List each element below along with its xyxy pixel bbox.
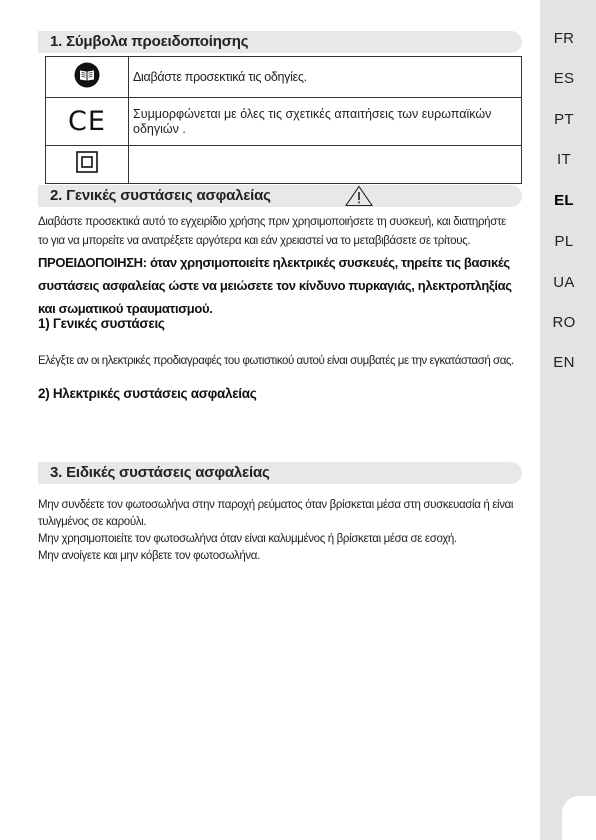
lang-tab-pl[interactable]: PL [554,233,574,250]
section-title-specific-safety: 3. Ειδικές συστάσεις ασφαλείας [50,464,270,481]
specific-line-1: Μην συνδέετε τον φωτοσωλήνα στην παροχή ρεύματος όταν βρίσκεται μέσα στη συσκευασία ή είναι [38,499,514,511]
symbols-table [45,56,522,184]
warning-triangle-icon [344,185,374,207]
ce-mark-icon: CE [68,106,106,137]
symbols-row-read-instructions [46,57,522,98]
section-title-warning-symbols: 1. Σύμβολα προειδοποίησης [50,33,249,50]
symbol-cell [46,57,129,98]
read-manual-icon [74,62,100,88]
symbol-description [129,146,522,184]
section-title-general-safety: 2. Γενικές συστάσεις ασφαλείας [50,187,271,204]
subsection-title-general: 1) Γενικές συστάσεις [38,316,165,331]
specific-line-2: τυλιγμένος σε καρούλι. [38,516,147,528]
symbols-row-class-ii [46,146,522,184]
lang-tab-es[interactable]: ES [553,70,575,87]
lang-tab-it[interactable]: IT [557,151,571,168]
lang-tab-ro[interactable]: RO [552,314,576,331]
warning-line: ΠΡΟΕΙΔΟΠΟΙΗΣΗ: όταν χρησιμοποιείτε ηλεκτρικές συσκευές, τηρείτε τις βασικές [38,255,510,270]
general-intro-line-2: το για να μπορείτε να ανατρέξετε αργότερα και εάν χρειαστεί να το μεταβιβάσετε σε τρίτους. [38,235,471,247]
symbol-description: Συμμορφώνεται με όλες τις σχετικές απαιτήσεις των ευρωπαϊκών οδηγιών . [129,98,522,146]
double-insulation-icon [76,151,98,173]
specific-line-3: Μην χρησιμοποιείτε τον φωτοσωλήνα όταν είναι καλυμμένος ή βρίσκεται μέσα σε εσοχή. [38,533,457,545]
general-intro-line-1: Διαβάστε προσεκτικά αυτό το εγχειρίδιο χρήσης πριν χρησιμοποιήσετε τη συσκευή, και διατηρήστε [38,216,506,228]
language-side-tab [540,0,596,840]
symbol-description: Διαβάστε προσεκτικά τις οδηγίες. [129,57,522,98]
page-number-tab [562,796,596,840]
lang-tab-en[interactable]: EN [553,354,575,371]
section-bar-specific-safety [38,462,522,484]
section-bar-general-safety [38,185,522,207]
symbol-cell [46,146,129,184]
general-check-text: Ελέγξτε αν οι ηλεκτρικές προδιαγραφές του φωτιστικού αυτού είναι συμβατές με την εγκατάστασή σας. [38,355,514,367]
warning-line: και σωματικού τραυματισμού. [38,301,213,316]
lang-tab-pt[interactable]: PT [554,111,574,128]
section-bar-warning-symbols [38,31,522,53]
general-warning-text [38,251,518,320]
lang-tab-ua[interactable]: UA [553,274,575,291]
symbol-cell [46,98,129,146]
lang-tab-fr[interactable]: FR [553,30,575,47]
warning-line: συστάσεις ασφαλείας ώστε να μειώσετε τον κίνδυνο πυρκαγιάς, ηλεκτροπληξίας [38,278,512,293]
lang-tab-el[interactable]: EL [554,192,574,209]
symbols-row-ce [46,98,522,146]
specific-line-4: Μην ανοίγετε και μην κόβετε τον φωτοσωλήνα. [38,550,260,562]
subsection-title-electrical: 2) Ηλεκτρικές συστάσεις ασφαλείας [38,386,257,401]
